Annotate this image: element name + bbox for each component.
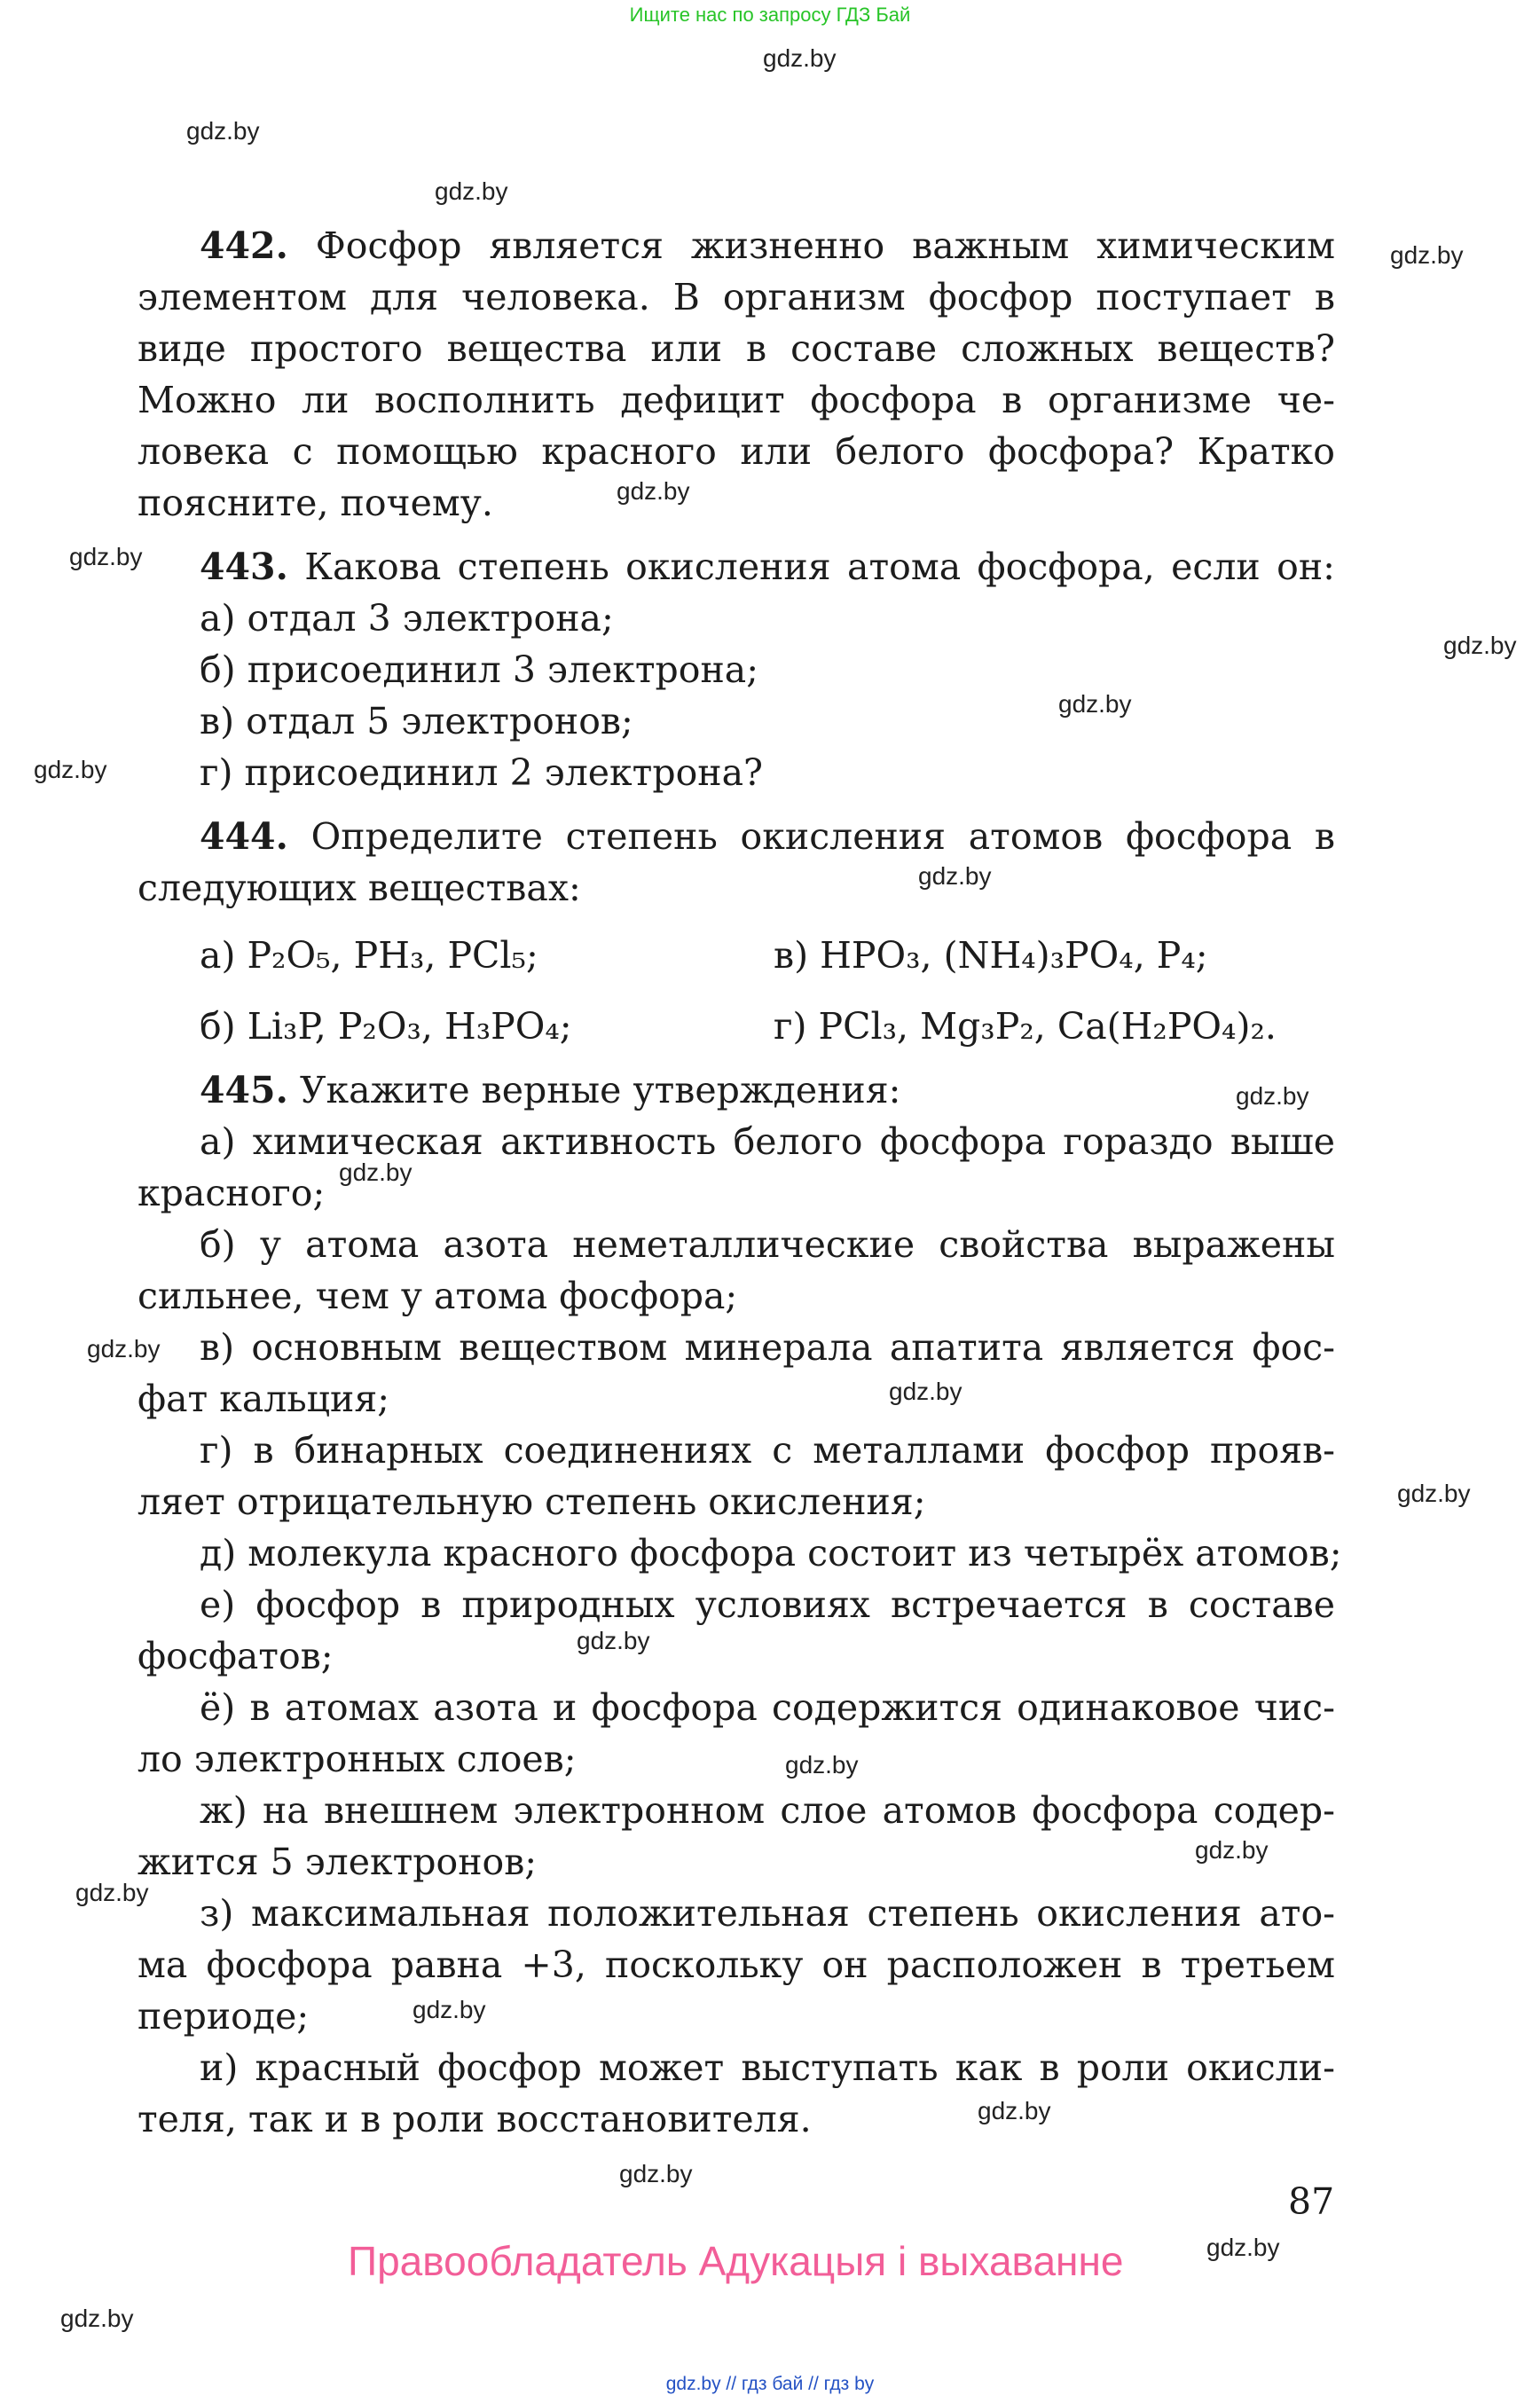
watermark: gdz.by [435, 177, 508, 205]
watermark: gdz.by [1195, 1836, 1269, 1864]
task-445-line: ло электронных слоев; [138, 1738, 577, 1780]
page-number: 87 [1288, 2180, 1335, 2223]
watermark: gdz.by [186, 117, 260, 145]
task-444-line: 444. Определите степень окисления атомов фосфора в [200, 815, 1335, 858]
task-442-line: ловека с помощью красного или белого фосфора? Кратко [138, 430, 1335, 473]
copyright-notice: Правообладатель Адукацыя і выхаванне [348, 2238, 1124, 2284]
task-442-number: 442. [200, 224, 288, 267]
task-445-line: красного; [138, 1172, 326, 1214]
watermark: gdz.by [785, 1751, 859, 1779]
watermark: gdz.by [1058, 690, 1132, 718]
task-444-number: 444. [200, 815, 288, 858]
task-442-line: 442. Фосфор является жизненно важным химическим [200, 224, 1335, 267]
task-445-line: б) у атома азота неметаллические свойства выражены [200, 1223, 1335, 1266]
watermark: gdz.by [918, 862, 992, 890]
task-445-line: з) максимальная положительная степень окисления ато- [200, 1892, 1335, 1935]
task-445-line: и) красный фосфор может выступать как в роли окисли- [200, 2046, 1335, 2089]
watermark: gdz.by [889, 1378, 962, 1405]
task-445-line: а) химическая активность белого фосфора гораздо выше [200, 1120, 1335, 1163]
task-444-option-b: б) Li₃P, P₂O₃, H₃PO₄; [200, 1005, 572, 1048]
task-443-number: 443. [200, 546, 288, 588]
task-445-number: 445. [200, 1069, 288, 1111]
task-443-option: г) присоединил 2 электрона? [200, 751, 763, 794]
watermark: gdz.by [1236, 1082, 1309, 1110]
watermark: gdz.by [1206, 2234, 1280, 2261]
watermark: gdz.by [617, 477, 690, 505]
task-445-line: е) фосфор в природных условиях встречается в составе [200, 1583, 1335, 1626]
task-442-line: поясните, почему. [138, 482, 493, 524]
watermark: gdz.by [1443, 632, 1517, 659]
task-444-option-g: г) PCl₃, Mg₃P₂, Ca(H₂PO₄)₂. [774, 1005, 1277, 1048]
task-445-line: г) в бинарных соединениях с металлами фосфор прояв- [200, 1429, 1335, 1472]
watermark: gdz.by [577, 1627, 650, 1654]
watermark: gdz.by [412, 1996, 486, 2023]
task-445-line: теля, так и в роли восстановителя. [138, 2098, 812, 2140]
task-445-line: д) молекула красного фосфора состоит из четырёх атомов; [200, 1532, 1342, 1575]
task-442-line: элементом для человека. В организм фосфор поступает в [138, 276, 1335, 318]
task-445-line: ж) на внешнем электронном слое атомов фосфора содер- [200, 1789, 1335, 1832]
task-445-line: периоде; [138, 1995, 310, 2038]
watermark: gdz.by [763, 44, 837, 72]
task-444-option-a: а) P₂O₅, PH₃, PCl₅; [200, 934, 538, 977]
watermark: gdz.by [87, 1335, 161, 1362]
task-445-line: фат кальция; [138, 1378, 390, 1420]
watermark: gdz.by [60, 2305, 134, 2332]
task-443-option: в) отдал 5 электронов; [200, 700, 633, 742]
task-445-line: ма фосфора равна +3, поскольку он расположен в третьем [138, 1944, 1335, 1986]
task-443-question: 443. Какова степень окисления атома фосфора, если он: [200, 546, 1335, 588]
search-hint-link[interactable]: Ищите нас по запросу ГДЗ Бай [629, 4, 911, 26]
task-445-line: жится 5 электронов; [138, 1841, 538, 1883]
task-442-line: виде простого вещества или в составе сложных веществ? [138, 327, 1335, 370]
task-445-line: ляет отрицательную степень окисления; [138, 1480, 926, 1523]
task-443-option: а) отдал 3 электрона; [200, 597, 614, 640]
watermark: gdz.by [339, 1158, 412, 1186]
task-445-line: сильнее, чем у атома фосфора; [138, 1275, 738, 1317]
task-443-option: б) присоединил 3 электрона; [200, 648, 759, 691]
watermark: gdz.by [1390, 241, 1464, 269]
watermark: gdz.by [34, 756, 107, 783]
watermark: gdz.by [978, 2097, 1051, 2124]
task-444-line: следующих веществах: [138, 867, 581, 909]
footer-links[interactable]: gdz.by // гдз бай // гдз by [665, 2374, 875, 2394]
task-445-line: в) основным веществом минерала апатита является фос- [200, 1326, 1335, 1369]
task-444-option-v: в) HPO₃, (NH₄)₃PO₄, P₄; [774, 934, 1208, 977]
watermark: gdz.by [69, 543, 143, 570]
watermark: gdz.by [1397, 1480, 1471, 1507]
task-442-line: Можно ли восполнить дефицит фосфора в организме че- [138, 379, 1335, 421]
watermark: gdz.by [75, 1879, 149, 1906]
task-445-line: фосфатов; [138, 1635, 334, 1677]
watermark: gdz.by [619, 2160, 693, 2187]
task-445-line: ё) в атомах азота и фосфора содержится одинаковое чис- [200, 1686, 1335, 1729]
task-445-question: 445. Укажите верные утверждения: [200, 1069, 901, 1111]
